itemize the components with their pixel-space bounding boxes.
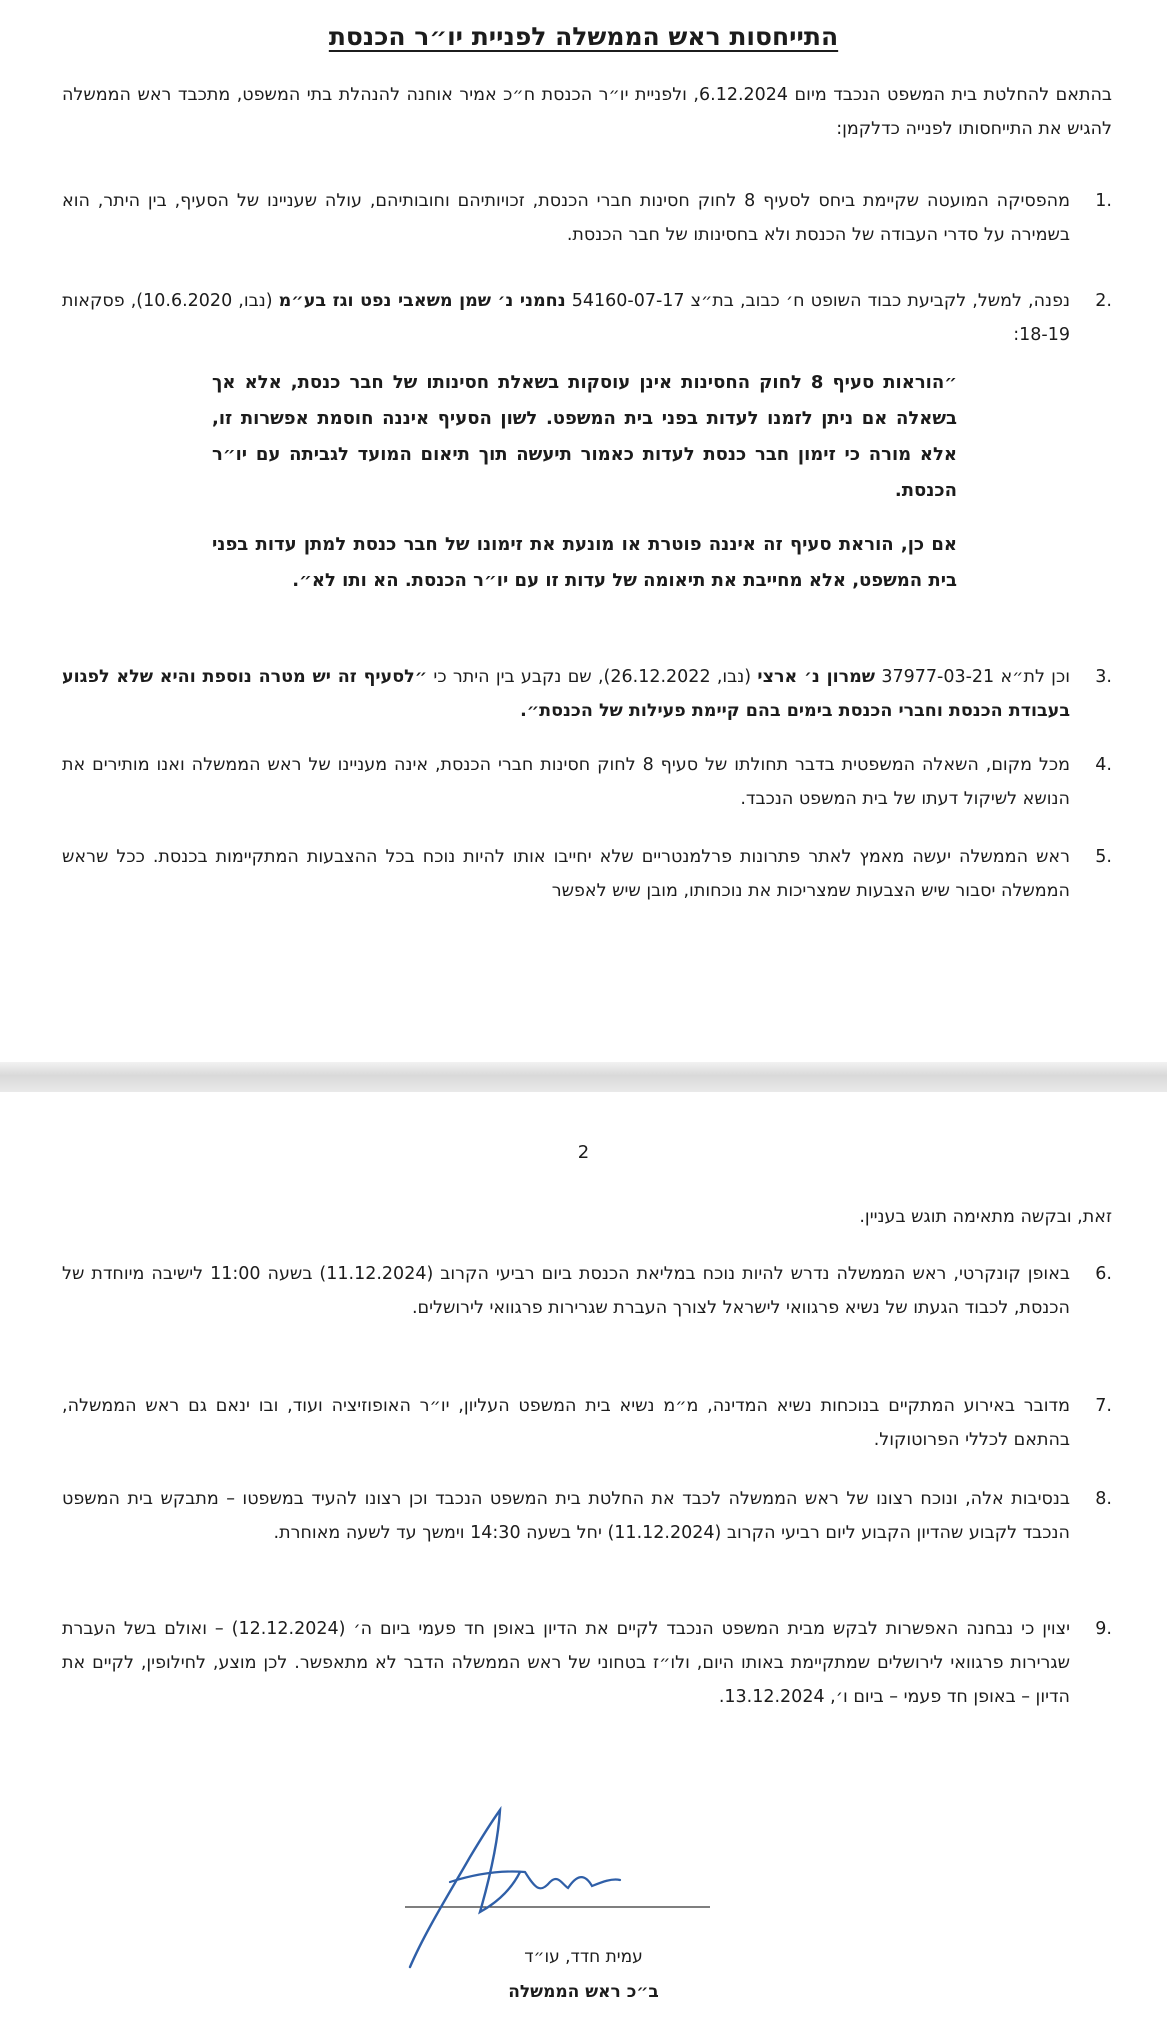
item-text-part: (נבו, 10.6.2020), פסקאות 18-19: [62,291,1070,346]
item-number: .5 [1095,847,1112,867]
item-text: מכל מקום, השאלה המשפטית בדבר תחולתו של סעיף 8 לחוק חסינות חברי הכנסת, אינה מעניינו של ראש הממשלה ואנו מותירים את הנושא לשיקול דעתו של בית המשפט הנכבד. [62,755,1070,810]
list-item-7 [62,1389,1112,1457]
case-name: נחמני נ׳ שמן משאבי נפט וגז בע״מ [278,291,566,311]
quoted-ruling: ״לסעיף זה יש מטרה נוספת והיא שלא לפגוע בעבודת הכנסת וחברי הכנסת בימים בהם קיימת פעילות של הכנסת״. [62,667,1070,722]
item-text-part: נפנה, למשל, לקביעת כבוד השופט ח׳ כבוב, בת״צ 54160-07-17 [565,291,1070,311]
list-item-3 [62,660,1112,728]
list-item-9 [62,1612,1112,1714]
item-text: באופן קונקרטי, ראש הממשלה נדרש להיות נוכח במליאת הכנסת ביום רביעי הקרוב (11.12.2024) בשעה 11:00 לישיבה מיוחדת של הכנסת, לכבוד הגעתו של נשיא פרגוואי לישראל לצורך העברת שגרירות פרגוואי לירושלים. [62,1264,1071,1319]
page-number: 2 [577,1142,590,1163]
signer-role: ב״כ ראש הממשלה [508,1982,659,2002]
list-item-8 [62,1482,1112,1550]
intro-paragraph: בהתאם להחלטת בית המשפט הנכבד מיום 6.12.2024, ולפניית יו״ר הכנסת ח״כ אמיר אוחנה להנהלת בתי המשפט, מתכבד ראש הממשלה להגיש את התייחסותו לפנייה כדלקמן: [62,85,1112,140]
case-name: שמרון נ׳ ארצי [757,667,876,687]
continuation-text: זאת, ובקשה מתאימה תוגש בעניין. [859,1207,1112,1227]
item-text: מהפסיקה המועטה שקיימת ביחס לסעיף 8 לחוק חסינות חברי הכנסת, זכויותיהם וחובותיהם, עולה שעניינו של הסעיף, בין היתר, הוא בשמירה על סדרי העבודה של הכנסת ולא בחסינותו של חבר הכנסת. [62,191,1070,246]
item-number: .1 [1095,191,1112,211]
item-text: מדובר באירוע המתקיים בנוכחות נשיא המדינה, מ״מ נשיא בית המשפט העליון, יו״ר האופוזיציה ועוד, ובו ינאם גם ראש הממשלה, בהתאם לכללי הפרוטוקול. [62,1396,1070,1451]
item-number: .4 [1095,755,1112,775]
item-number: .9 [1095,1619,1112,1639]
signer-name: עמית חדד, עו״ד [524,1947,643,1967]
list-item-6 [62,1257,1112,1325]
item-text [62,284,1070,352]
item-text: ראש הממשלה יעשה מאמץ לאתר פתרונות פרלמנטריים שלא יחייבו אותו להיות נוכח בכל ההצבעות המתקיימות בכנסת. ככל שראש הממשלה יסבור שיש הצבעות שמצריכות את נוכחותו, מובן שיש לאפשר [62,847,1070,902]
item-text: בנסיבות אלה, ונוכח רצונו של ראש הממשלה לכבד את החלטת בית המשפט הנכבד וכן רצונו להעיד במשפטו – מתבקש בית המשפט הנכבד לקבוע שהדיון הקבוע ליום רביעי הקרוב (11.12.2024) יחל בשעה 14:30 וימשך עד לשעה מאוחרת. [62,1489,1070,1544]
item-text: יצוין כי נבחנה האפשרות לבקש מבית המשפט הנכבד לקיים את הדיון באופן חד פעמי ביום ה׳ (12.12.2024) – ואולם בשל העברת שגרירות פרגוואי לירושלים שמתקיימת באותו היום, ולו״ז בטחוני של ראש הממשלה הדבר לא מתאפשר. לכן מוצע, לחילופין, לקיים את הדיון – באופן חד פעמי – ביום ו׳, 13.12.2024. [62,1619,1070,1708]
item-text [62,660,1070,728]
block-quote-1: ״הוראות סעיף 8 לחוק החסינות אינן עוסקות בשאלת חסינותו של חבר כנסת, אלא אך בשאלה אם ניתן לזמנו לעדות בפני בית המשפט. לשון הסעיף איננה חוסמת אפשרות זו, אלא מורה כי זימון חבר כנסת לעדות כאמור תיעשה תוך תיאום המועד לגביתה עם יו״ר הכנסת. [212,372,957,501]
signature-stroke [450,1871,620,1888]
list-item-1 [62,184,1112,252]
list-item-5 [62,840,1112,908]
signature-stroke [410,1810,520,1967]
item-number: .7 [1095,1396,1112,1416]
item-number: .3 [1095,667,1112,687]
item-number: .2 [1095,291,1112,311]
item-number: .8 [1095,1489,1112,1509]
document-title: התייחסות ראש הממשלה לפניית יו״ר הכנסת [328,22,839,51]
item-text-part: (נבו, 26.12.2022), שם נקבע בין היתר כי [427,667,758,687]
document-page-2 [0,1092,1167,2022]
page-separator [0,1062,1167,1092]
list-item-4 [62,748,1112,816]
list-item-2 [62,284,1112,352]
item-text-part: וכן לת״א 37977-03-21 [875,667,1070,687]
block-quote-2: אם כן, הוראת סעיף זה איננה פוטרת או מונעת את זימונו של חבר כנסת למתן עדות בפני בית המשפט, אלא מחייבת את תיאומה של עדות זו עם יו״ר הכנסת. הא ותו לא״. [212,534,957,591]
item-number: .6 [1095,1264,1112,1284]
